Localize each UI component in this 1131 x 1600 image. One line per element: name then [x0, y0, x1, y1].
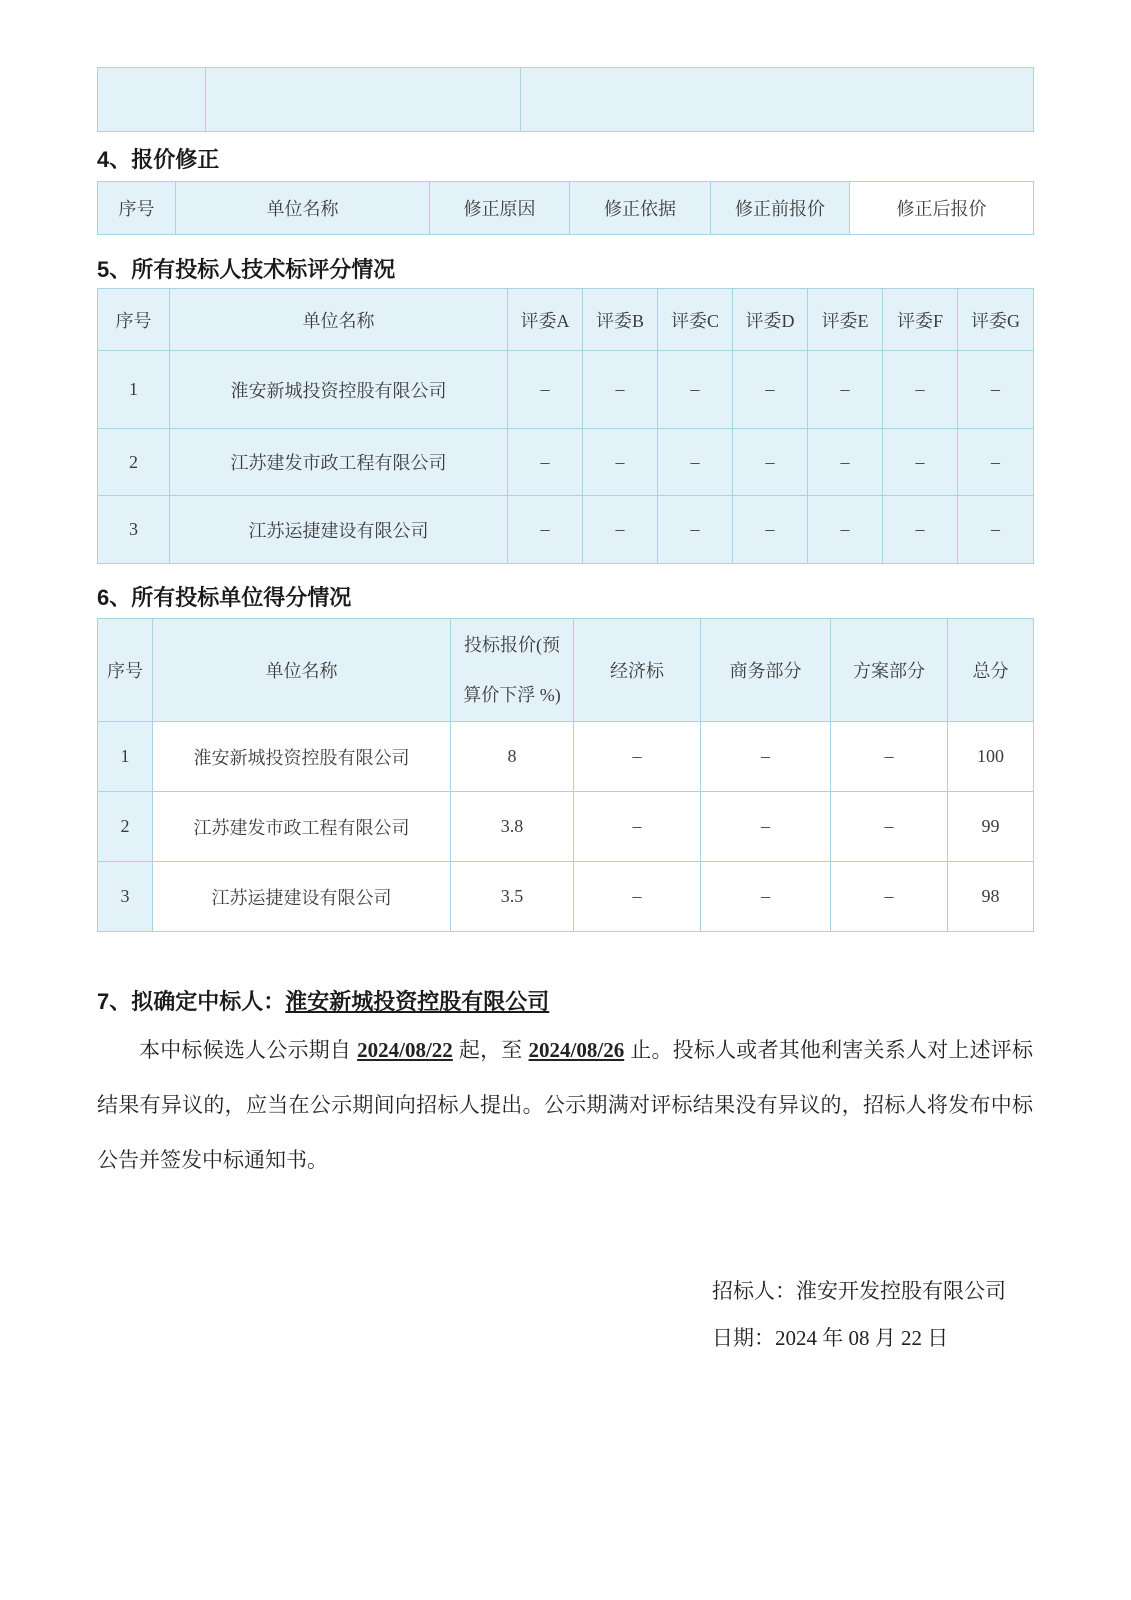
- header-cell: 修正前报价: [711, 182, 850, 235]
- table-row: [98, 429, 1034, 496]
- score-cell: –: [808, 496, 883, 564]
- header-cell: 单位名称: [176, 182, 430, 235]
- table-row: [98, 68, 1034, 132]
- header-cell: 评委C: [658, 289, 733, 351]
- seq-cell: 2: [98, 792, 153, 862]
- header-cell: 评委E: [808, 289, 883, 351]
- score-cell: –: [958, 496, 1034, 564]
- score-cell: –: [508, 429, 583, 496]
- empty-cell: [98, 68, 206, 132]
- header-cell: 评委A: [508, 289, 583, 351]
- table-row: [98, 722, 1034, 792]
- total-score-cell: 100: [948, 722, 1034, 792]
- document-content: [97, 0, 1033, 1362]
- table-header-row: [98, 289, 1034, 351]
- signature-block: [712, 1268, 1033, 1362]
- score-cell: –: [958, 351, 1034, 429]
- publicity-notice-paragraph: [97, 1023, 1033, 1188]
- score-cell: –: [583, 496, 658, 564]
- score-cell: –: [574, 862, 701, 932]
- tenderer-line: 招标人：淮安开发控股有限公司: [712, 1279, 1006, 1303]
- carryover-table: [97, 67, 1034, 132]
- empty-cell: [521, 68, 1034, 132]
- date-line: 日期：2024 年 08 月 22 日: [712, 1326, 949, 1350]
- header-cell: 评委D: [733, 289, 808, 351]
- score-cell: –: [658, 496, 733, 564]
- header-cell: 商务部分: [701, 619, 831, 722]
- score-cell: –: [831, 722, 948, 792]
- price-correction-table: [97, 181, 1034, 235]
- seq-cell: 3: [98, 862, 153, 932]
- score-cell: 3.5: [451, 862, 574, 932]
- company-cell: 江苏运捷建设有限公司: [153, 862, 451, 932]
- publicity-end-date: 2024/08/26: [528, 1038, 625, 1062]
- seq-cell: 2: [98, 429, 170, 496]
- score-cell: –: [701, 792, 831, 862]
- score-cell: –: [508, 351, 583, 429]
- score-cell: –: [733, 351, 808, 429]
- table-header-row: [98, 182, 1034, 235]
- header-cell: 方案部分: [831, 619, 948, 722]
- score-cell: –: [583, 429, 658, 496]
- section4-heading: 4、报价修正: [97, 147, 220, 172]
- header-cell: 序号: [98, 619, 153, 722]
- company-cell: 江苏运捷建设有限公司: [170, 496, 508, 564]
- header-cell: 总分: [948, 619, 1034, 722]
- header-cell: 评委G: [958, 289, 1034, 351]
- header-cell: 评委B: [583, 289, 658, 351]
- score-cell: –: [701, 722, 831, 792]
- seq-cell: 3: [98, 496, 170, 564]
- total-score-cell: 98: [948, 862, 1034, 932]
- notice-text: 本中标候选人公示期自: [139, 1039, 358, 1062]
- header-cell: 修正依据: [570, 182, 711, 235]
- seq-cell: 1: [98, 722, 153, 792]
- score-cell: –: [831, 862, 948, 932]
- score-cell: –: [583, 351, 658, 429]
- company-cell: 淮安新城投资控股有限公司: [170, 351, 508, 429]
- score-cell: 8: [451, 722, 574, 792]
- table-row: [98, 862, 1034, 932]
- notice-text: 止。投标人或者其他利害关系人对上述评标结果有异议的，应当在公示期间向招标人提出。公示期满对评标结果没有异议的，招标人将发布中标公告并签发中标通知书。: [97, 1039, 1033, 1172]
- header-cell: 评委F: [883, 289, 958, 351]
- empty-cell: [206, 68, 521, 132]
- header-cell: 序号: [98, 182, 176, 235]
- score-cell: –: [574, 722, 701, 792]
- score-cell: –: [958, 429, 1034, 496]
- company-cell: 淮安新城投资控股有限公司: [153, 722, 451, 792]
- score-cell: –: [733, 429, 808, 496]
- score-cell: –: [883, 496, 958, 564]
- score-cell: –: [808, 351, 883, 429]
- header-cell: 经济标: [574, 619, 701, 722]
- table-row: [98, 792, 1034, 862]
- score-cell: –: [658, 351, 733, 429]
- score-cell: 3.8: [451, 792, 574, 862]
- header-cell: 修正后报价: [850, 182, 1034, 235]
- total-score-table: [97, 618, 1034, 932]
- header-cell: 单位名称: [170, 289, 508, 351]
- section5-heading: 5、所有投标人技术标评分情况: [97, 257, 396, 282]
- score-cell: –: [574, 792, 701, 862]
- score-cell: –: [508, 496, 583, 564]
- section6-heading: 6、所有投标单位得分情况: [97, 585, 352, 610]
- score-cell: –: [883, 429, 958, 496]
- score-cell: –: [733, 496, 808, 564]
- notice-text: 起，至: [452, 1039, 529, 1062]
- winner-company-name: 淮安新城投资控股有限公司: [285, 989, 550, 1014]
- total-score-cell: 99: [948, 792, 1034, 862]
- header-cell: 单位名称: [153, 619, 451, 722]
- table-row: [98, 351, 1034, 429]
- score-cell: –: [831, 792, 948, 862]
- header-cell: 序号: [98, 289, 170, 351]
- section7-heading-prefix: 7、拟确定中标人：: [97, 989, 286, 1014]
- header-cell: 投标报价(预算价下浮 %): [451, 619, 574, 722]
- seq-cell: 1: [98, 351, 170, 429]
- table-row: [98, 496, 1034, 564]
- score-cell: –: [701, 862, 831, 932]
- company-cell: 江苏建发市政工程有限公司: [170, 429, 508, 496]
- company-cell: 江苏建发市政工程有限公司: [153, 792, 451, 862]
- score-cell: –: [883, 351, 958, 429]
- score-cell: –: [658, 429, 733, 496]
- score-cell: –: [808, 429, 883, 496]
- table-header-row: [98, 619, 1034, 722]
- publicity-start-date: 2024/08/22: [357, 1038, 453, 1062]
- technical-score-table: [97, 288, 1034, 564]
- section7-heading: [97, 989, 1033, 1015]
- header-cell: 修正原因: [430, 182, 570, 235]
